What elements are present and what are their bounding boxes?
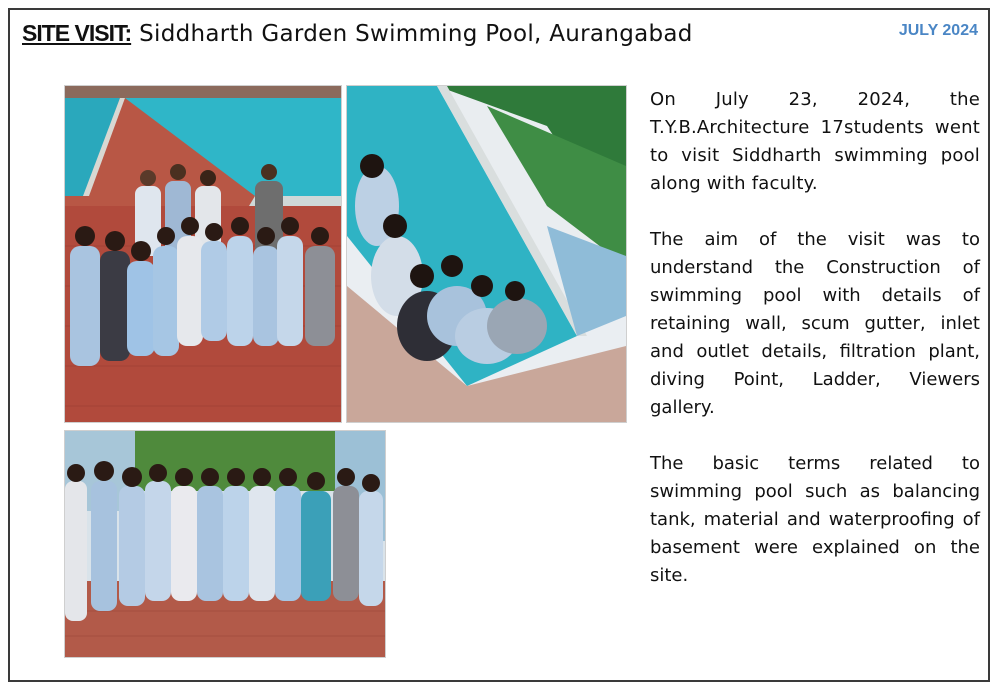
paragraph-visit: On July 23, 2024, the T.Y.B.Architecture 17students went to visit Siddharth swimming pool along with faculty.: [650, 89, 980, 194]
page-header: [22, 20, 693, 47]
paragraph-aim: The aim of the visit was to understand the Construction of swimming pool with details of retaining wall, scum gutter, inlet and outlet details, filtration plant, diving Point, Ladder, Viewers gallery.: [650, 229, 980, 418]
paragraph-basic-terms: The basic terms related to swimming pool such as balancing tank, material and waterproofing of basement were explained on the site.: [650, 453, 980, 586]
date-label: JULY 2024: [898, 22, 978, 39]
group-photo-near-building: [64, 430, 386, 658]
description-text: [650, 86, 980, 618]
page-title: Siddharth Garden Swimming Pool, Aurangabad: [139, 21, 693, 47]
site-visit-label: SITE VISIT:: [22, 20, 132, 46]
group-photo-pool-deck: [64, 85, 342, 423]
students-at-poolside-tilted: [346, 85, 627, 423]
